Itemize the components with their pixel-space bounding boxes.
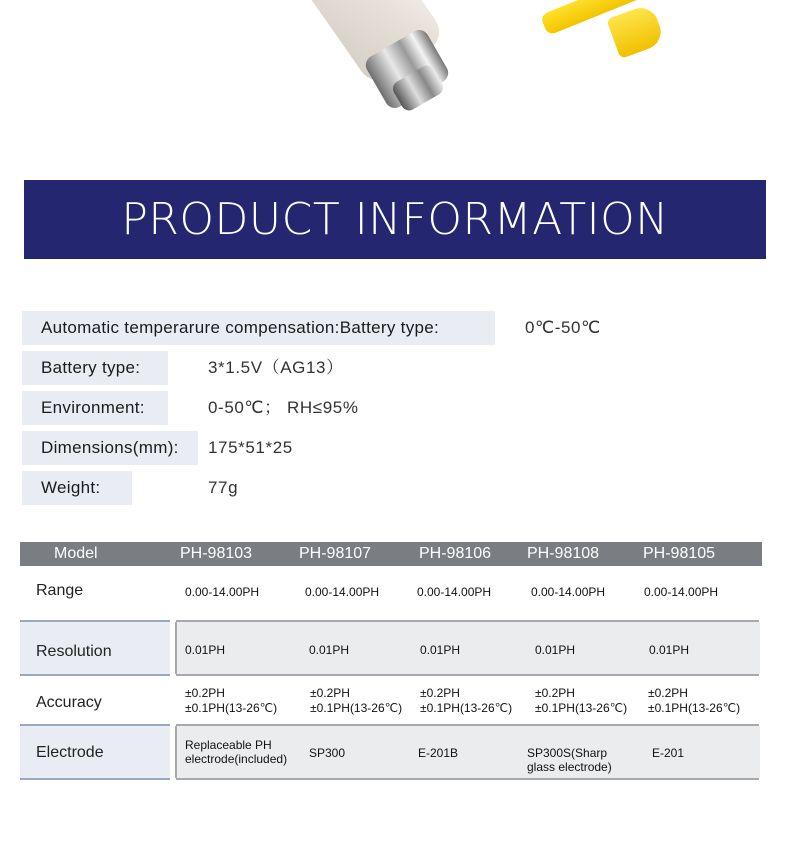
table-row xyxy=(20,726,760,778)
cell-line: ±0.2PH xyxy=(310,686,350,700)
spec-value: 0-50℃； RH≤95% xyxy=(208,398,359,417)
header-col: PH-98103 xyxy=(180,545,253,562)
header-col: PH-98105 xyxy=(643,545,716,562)
spec-value: 0℃-50℃ xyxy=(525,318,601,337)
column-divider xyxy=(175,622,177,674)
table-cell: E-201 xyxy=(652,746,685,760)
header-col: PH-98107 xyxy=(299,545,372,562)
spec-row xyxy=(22,351,344,385)
yellow-cap xyxy=(606,3,665,59)
spec-label: Environment: xyxy=(22,391,168,425)
table-cell xyxy=(527,746,612,774)
row-label: Accuracy xyxy=(36,694,102,711)
cell-line: ±0.1PH(13-26℃) xyxy=(420,701,513,715)
table-cell: 0.01PH xyxy=(420,643,461,657)
cell-line: ±0.2PH xyxy=(535,686,575,700)
table-cell: 0.01PH xyxy=(649,643,690,657)
table-cell xyxy=(185,738,287,766)
table-row xyxy=(20,622,760,674)
section-banner xyxy=(24,180,766,259)
table-cell: 0.00-14.00PH xyxy=(644,585,719,599)
spec-label: Weight: xyxy=(22,471,132,505)
table-cell xyxy=(648,686,740,716)
cell-line: electrode(included) xyxy=(185,752,288,766)
spec-label: Dimensions(mm): xyxy=(22,431,198,465)
cell-line: ±0.1PH(13-26℃) xyxy=(185,701,278,715)
table-cell: 0.00-14.00PH xyxy=(417,585,492,599)
banner-title: PRODUCT INFORMATION xyxy=(121,194,669,245)
row-label: Range xyxy=(36,582,84,599)
cell-line: ±0.1PH(13-26℃) xyxy=(535,701,628,715)
table-cell: SP300 xyxy=(309,746,346,760)
table-cell: E-201B xyxy=(418,746,459,760)
table-cell xyxy=(185,686,277,716)
row-divider xyxy=(176,778,759,780)
row-label: Resolution xyxy=(36,643,112,660)
spec-row xyxy=(22,311,601,345)
row-divider xyxy=(20,778,170,780)
table-row xyxy=(20,676,760,724)
spec-value: 175*51*25 xyxy=(208,438,293,457)
cell-line: SP300S(Sharp xyxy=(527,746,608,760)
column-divider xyxy=(175,726,177,778)
header-col: PH-98108 xyxy=(527,545,600,562)
spec-row xyxy=(22,431,293,465)
header-model: Model xyxy=(54,545,98,562)
cell-line: ±0.1PH(13-26℃) xyxy=(310,701,403,715)
row-label: Electrode xyxy=(36,744,104,761)
table-header xyxy=(20,542,762,566)
cell-line: glass electrode) xyxy=(527,760,612,774)
table-cell xyxy=(535,686,627,716)
spec-row xyxy=(22,471,239,505)
table-cell xyxy=(310,686,402,716)
table-cell: 0.00-14.00PH xyxy=(531,585,606,599)
cell-line: ±0.2PH xyxy=(420,686,460,700)
header-col: PH-98106 xyxy=(419,545,492,562)
cell-line: ±0.2PH xyxy=(648,686,688,700)
table-cell: 0.00-14.00PH xyxy=(305,585,380,599)
product-photo xyxy=(0,0,800,160)
spec-label: Automatic temperarure compensation:Battery type: xyxy=(22,311,495,345)
table-cell: 0.00-14.00PH xyxy=(185,585,260,599)
cell-line: Replaceable PH xyxy=(185,738,272,752)
table-cell: 0.01PH xyxy=(535,643,576,657)
spec-label: Battery type: xyxy=(22,351,168,385)
table-cell: 0.01PH xyxy=(185,643,226,657)
spec-value: 77g xyxy=(208,478,239,497)
cell-line: ±0.2PH xyxy=(185,686,225,700)
spec-row xyxy=(22,391,359,425)
table-cell: 0.01PH xyxy=(309,643,350,657)
table-cell xyxy=(420,686,512,716)
spec-value: 3*1.5V（AG13） xyxy=(208,358,344,377)
cell-line: ±0.1PH(13-26℃) xyxy=(648,701,741,715)
table-row xyxy=(20,566,760,620)
